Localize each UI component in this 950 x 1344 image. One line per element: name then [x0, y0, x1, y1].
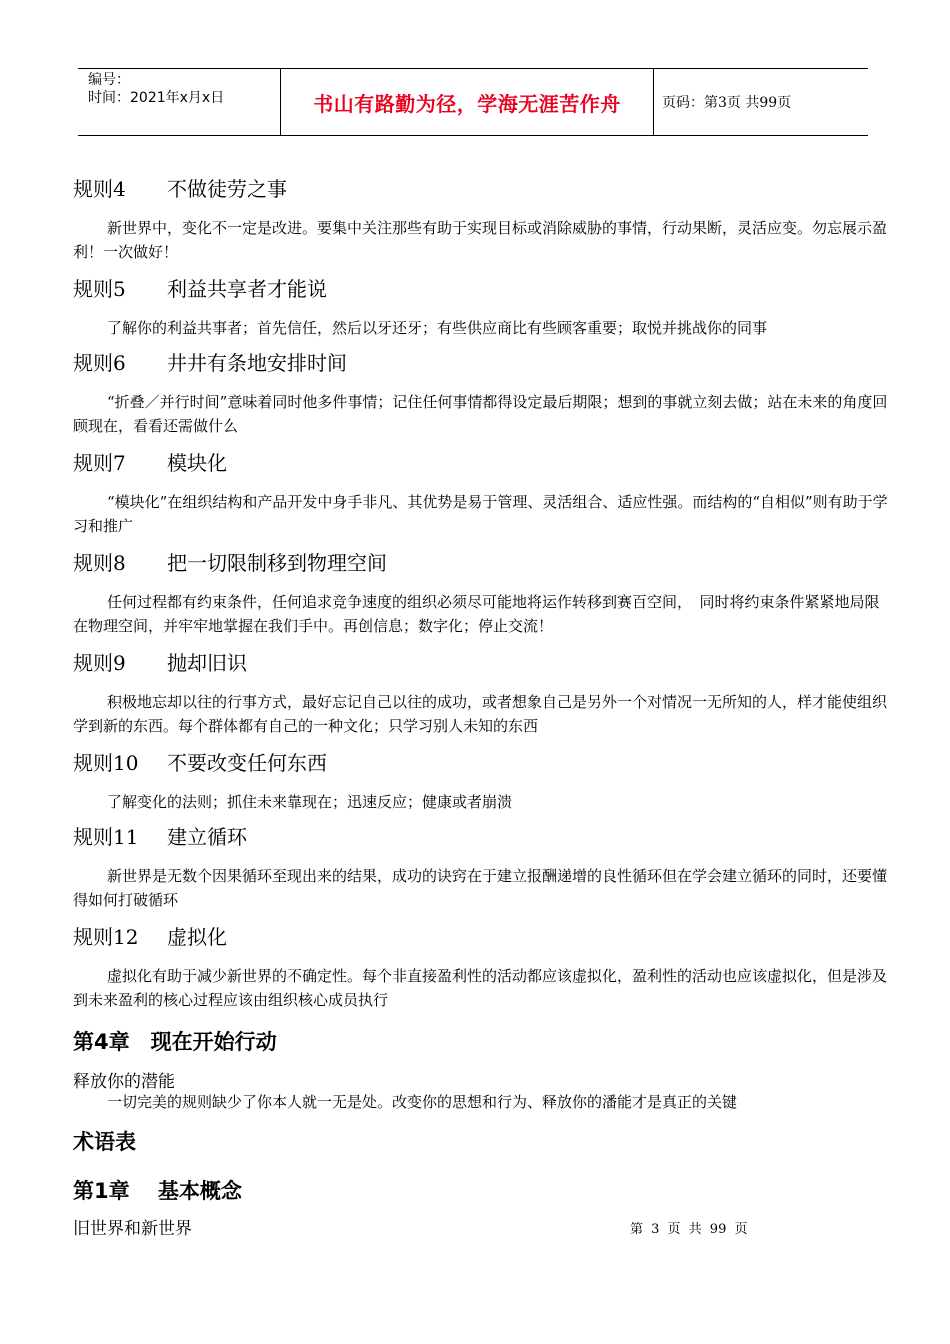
chapter4-text: 一切完美的规则缺少了你本人就一无是处。改变你的思想和行为、释放你的潘能才是真正的关键 [107, 1093, 738, 1111]
motto: 书山有路勤为径，学海无涯苦作舟 [313, 91, 621, 116]
rule-block [73, 450, 893, 550]
chapter1-subtitle: 旧世界和新世界 [73, 1219, 192, 1239]
rule-heading [73, 824, 893, 850]
rule-heading [73, 276, 893, 302]
rule-text: “模块化”在组织结构和产品开发中身手非凡、其优势是易于管理、灵活组合、适应性强。而结构的“自相似”则有助于学习和推广 [73, 493, 888, 535]
rule-block [73, 350, 893, 450]
rule-number: 规则9 [73, 651, 126, 675]
page-info: 页码：第3页 共99页 [662, 95, 792, 111]
time-label: 时间：2021年x月x日 [88, 90, 225, 106]
rule-number: 规则12 [73, 925, 139, 949]
rule-number: 规则4 [73, 177, 126, 201]
rule-block [73, 650, 893, 750]
page-footer: 第 3 页 共 99 页 [630, 1222, 748, 1237]
rule-block [73, 750, 893, 824]
header-page-info [654, 69, 868, 135]
header-meta [78, 69, 281, 135]
rule-text: 新世界中，变化不一定是改进。要集中关注那些有助于实现目标或消除威胁的事情，行动果断，灵活应变。勿忘展示盈利！一次做好！ [73, 219, 888, 261]
rule-heading [73, 350, 893, 376]
rule-title: 利益共享者才能说 [167, 277, 327, 301]
rule-text: 虚拟化有助于减少新世界的不确定性。每个非直接盈利性的活动都应该虚拟化，盈利性的活动也应该虚拟化，但是涉及到未来盈利的核心过程应该由组织核心成员执行 [73, 967, 888, 1009]
rule-number: 规则5 [73, 277, 126, 301]
rule-title: 井井有条地安排时间 [167, 351, 347, 375]
rule-heading [73, 450, 893, 476]
glossary-title: 术语表 [73, 1130, 136, 1154]
rule-heading [73, 550, 893, 576]
chapter1-title: 第1章 基本概念 [73, 1179, 242, 1203]
rule-heading [73, 750, 893, 776]
rule-title: 不做徒劳之事 [167, 177, 287, 201]
rule-title: 抛却旧识 [167, 651, 247, 675]
rule-block [73, 924, 893, 1024]
rule-title: 建立循环 [167, 825, 247, 849]
rule-title: 虚拟化 [167, 925, 227, 949]
rule-heading [73, 924, 893, 950]
rule-text: “折叠／并行时间”意味着同时他多件事情；记住任何事情都得设定最后期限；想到的事就立刻去做；站在未来的角度回顾现在，看看还需做什么 [73, 393, 888, 435]
rule-number: 规则10 [73, 751, 139, 775]
rule-title: 模块化 [167, 451, 227, 475]
rule-number: 规则6 [73, 351, 126, 375]
rule-text: 任何过程都有约束条件，任何追求竞争速度的组织必须尽可能地将运作转移到赛百空间， 同时将约束条件紧紧地局限在物理空间，并牢牢地掌握在我们手中。再创信息；数字化；停止交流！ [73, 593, 880, 635]
rule-block [73, 550, 893, 650]
chapter4-subtitle: 释放你的潜能 [73, 1072, 175, 1092]
rule-title: 把一切限制移到物理空间 [167, 551, 387, 575]
header-motto-cell [281, 69, 654, 135]
rule-text: 新世界是无数个因果循环至现出来的结果，成功的诀窍在于建立报酬递增的良性循环但在学会建立循环的同时，还要懂得如何打破循环 [73, 867, 888, 909]
rules-section [73, 176, 893, 1024]
rule-text: 了解变化的法则；抓住未来靠现在；迅速反应；健康或者崩溃 [107, 793, 513, 811]
rule-number: 规则11 [73, 825, 139, 849]
rule-number: 规则7 [73, 451, 126, 475]
rule-number: 规则8 [73, 551, 126, 575]
page-header [78, 68, 868, 136]
number-label: 编号： [88, 72, 130, 88]
rule-title: 不要改变任何东西 [167, 751, 327, 775]
rule-heading [73, 176, 893, 202]
rule-text: 了解你的利益共事者；首先信任，然后以牙还牙；有些供应商比有些顾客重要；取悦并挑战你的同事 [107, 319, 768, 337]
rule-text: 积极地忘却以往的行事方式，最好忘记自己以往的成功，或者想象自己是另外一个对情况一无所知的人，样才能使组织学到新的东西。每个群体都有自己的一种文化；只学习别人未知的东西 [73, 693, 888, 735]
rule-block [73, 176, 893, 276]
rule-heading [73, 650, 893, 676]
rule-block [73, 824, 893, 924]
rule-block [73, 276, 893, 350]
chapter4-title: 第4章 现在开始行动 [73, 1030, 277, 1054]
